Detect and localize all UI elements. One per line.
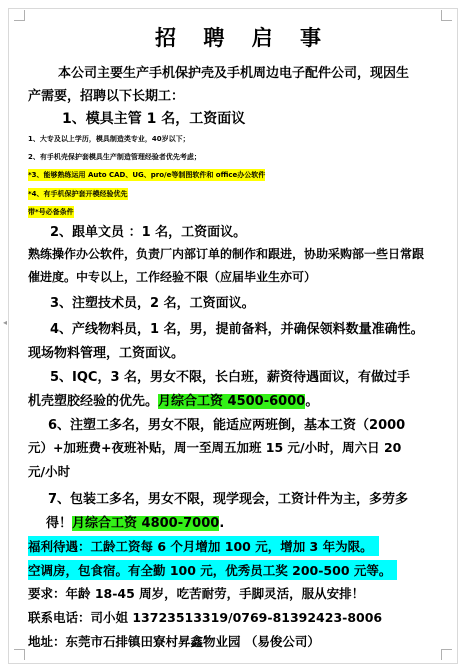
- requirement-item-highlighted: *4、有手机保护套开模经验优先: [28, 190, 128, 198]
- job-description: 元）+加班费+夜班补贴，周一至周五加班 15 元/小时，周六日 20: [28, 440, 402, 455]
- job-heading: 2、跟单文员 ：1 名，工资面议。: [50, 225, 247, 240]
- company-address: 地址：东莞市石排镇田寮村昇鑫物业园 （易俊公司）: [28, 634, 320, 649]
- job-text: .: [219, 516, 225, 531]
- salary-highlight: 月综合工资 4800-7000: [72, 516, 220, 531]
- contact-phone: 联系电话：司小姐 13723513319/0769-81392423-8006: [28, 610, 383, 625]
- requirement-item: 2、有手机壳保护套模具生产制造管理经验者优先考虑；: [28, 153, 201, 161]
- job-text: 机壳塑胶经验的优先。: [28, 394, 159, 409]
- job-text: 得！: [46, 516, 73, 531]
- margin-corner-mark: [441, 649, 452, 660]
- job-description: [28, 390, 318, 409]
- requirement-item-highlighted: *3、能够熟练运用 Auto CAD、UG、pro/e等制图软件和 office办公软件: [28, 171, 266, 179]
- salary-highlight: 月综合工资 4500-6000: [158, 394, 306, 409]
- job-description: [46, 512, 224, 531]
- requirement-item: 1、大专及以上学历，模具制造类专业，40岁以下；: [28, 135, 190, 143]
- benefits-line: 福利待遇：工龄工资每 6 个月增加 100 元，增加 3 年为限。: [28, 536, 379, 556]
- job-description: 现场物料管理，工资面议。: [28, 346, 185, 361]
- job-heading: 7、包装工多名，男女不限，现学现会，工资计件为主，多劳多: [48, 492, 409, 507]
- intro-line: 产需要，招聘以下长期工：: [28, 89, 185, 104]
- job-heading: 3、注塑技术员，2 名，工资面议。: [50, 296, 255, 311]
- job-heading: 1、模具主管 1 名，工资面议: [62, 111, 246, 127]
- intro-line: 本公司主要生产手机保护壳及手机周边电子配件公司，现因生: [58, 66, 410, 81]
- job-heading: 6、注塑工多名，男女不限，能适应两班倒，基本工资（2000: [48, 418, 406, 433]
- age-requirement: 要求：年龄 18-45 周岁，吃苦耐劳，手脚灵活，服从安排！: [28, 586, 365, 601]
- job-heading: 5、IQC，3 名，男女不限，长白班，薪资待遇面议，有做过手: [50, 370, 411, 385]
- margin-corner-mark: [441, 10, 452, 21]
- job-description: 元/小时: [28, 464, 71, 479]
- page-title: 招 聘 启 事: [155, 26, 331, 50]
- margin-corner-mark: [14, 649, 25, 660]
- job-heading: 4、产线物料员，1 名，男，提前备料，并确保领料数量准确性。: [50, 322, 424, 337]
- requirement-note-highlighted: 带*号必备条件: [28, 208, 74, 216]
- margin-corner-mark: [14, 10, 25, 21]
- collapse-arrow-icon[interactable]: ◂: [3, 318, 8, 327]
- job-text: 。: [305, 394, 319, 409]
- job-description: 熟练操作办公软件，负责厂内部订单的制作和跟进，协助采购部一些日常跟: [28, 247, 425, 261]
- job-description: 催进度。中专以上，工作经验不限（应届毕业生亦可）: [28, 270, 317, 284]
- benefits-line: 空调房，包食宿。有全勤 100 元，优秀员工奖 200-500 元等。: [28, 560, 397, 580]
